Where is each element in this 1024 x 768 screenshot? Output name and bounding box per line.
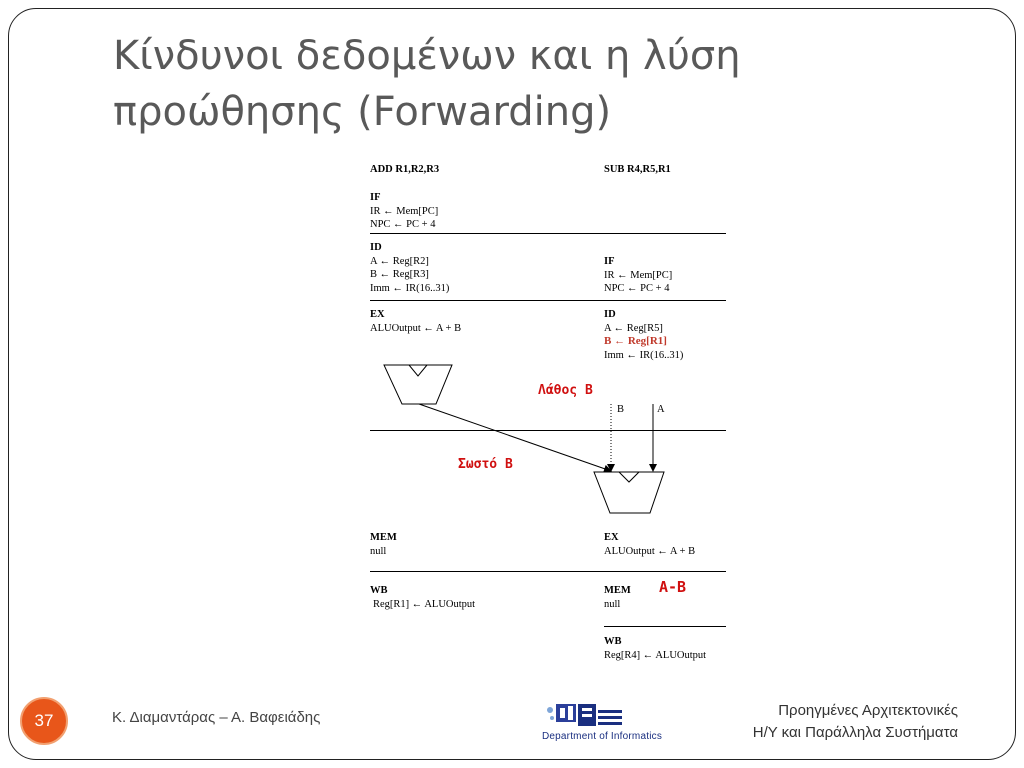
correct-b-annotation: Σωστό B bbox=[458, 457, 513, 472]
sub-wb-line-1: Reg[R4] ← ALUOutput bbox=[604, 649, 707, 661]
sub-mem-block bbox=[604, 584, 631, 611]
sub-if-line-2: NPC ← PC + 4 bbox=[604, 283, 670, 294]
sub-ex-block bbox=[604, 531, 695, 558]
footer-course bbox=[753, 700, 958, 744]
add-ex-line-1: ALUOutput ← A + B bbox=[370, 322, 462, 334]
add-if-block bbox=[370, 191, 438, 232]
sub-wb-block bbox=[604, 635, 706, 662]
sub-instruction-header: SUB R4,R5,R1 bbox=[604, 164, 671, 175]
sub-id-line-1: A ← Reg[R5] bbox=[604, 322, 663, 334]
sub-id-block bbox=[604, 308, 683, 362]
sub-ex-line-1: ALUOutput ← A + B bbox=[604, 545, 696, 557]
add-if-line-2: NPC ← PC + 4 bbox=[370, 219, 436, 230]
slide-number-badge: 37 bbox=[20, 697, 68, 745]
a-minus-b-annotation: A-B bbox=[659, 578, 687, 596]
title-line-2: προώθησης (Forwarding) bbox=[113, 89, 612, 135]
add-mem-block bbox=[370, 531, 397, 558]
footer-course-line-1: Προηγμένες Αρχιτεκτονικές bbox=[778, 702, 958, 719]
add-ex-block bbox=[370, 308, 461, 335]
department-logo bbox=[526, 700, 678, 744]
department-logo-icon bbox=[526, 700, 678, 732]
sub-id-line-2-highlighted: B ← Reg[R1] bbox=[604, 335, 667, 347]
alu-sub-icon bbox=[594, 472, 664, 513]
footer-course-line-2: Η/Υ και Παράλληλα Συστήματα bbox=[752, 724, 958, 741]
slide-title bbox=[113, 28, 913, 140]
port-a-label: A bbox=[657, 404, 665, 415]
add-id-line-2: B ← Reg[R3] bbox=[370, 269, 429, 280]
sub-if-block bbox=[604, 255, 672, 296]
alu-add-icon bbox=[384, 365, 452, 404]
add-id-line-3: Imm ← IR(16..31) bbox=[370, 282, 450, 294]
forwarding-arrow bbox=[419, 404, 611, 471]
stage-divider bbox=[604, 626, 726, 627]
sub-mem-line-1: null bbox=[604, 598, 621, 610]
stage-divider bbox=[370, 300, 726, 301]
add-mem-line-1: null bbox=[370, 545, 387, 557]
sub-if-line-1: IR ← Mem[PC] bbox=[604, 269, 673, 281]
sub-if-label: IF bbox=[604, 256, 615, 267]
port-b-label: B bbox=[617, 404, 625, 415]
add-if-label: IF bbox=[370, 192, 381, 203]
add-ex-label: EX bbox=[370, 309, 385, 320]
add-id-line-1: A ← Reg[R2] bbox=[370, 255, 429, 267]
add-id-label: ID bbox=[370, 242, 382, 253]
add-if-line-1: IR ← Mem[PC] bbox=[370, 205, 439, 217]
stage-divider bbox=[370, 571, 726, 572]
add-instruction-header: ADD R1,R2,R3 bbox=[370, 164, 440, 175]
wrong-b-annotation: Λάθος B bbox=[538, 383, 593, 398]
pipeline-diagram bbox=[366, 160, 728, 670]
add-id-block bbox=[370, 241, 449, 295]
add-wb-label: WB bbox=[370, 585, 388, 596]
sub-mem-label: MEM bbox=[604, 585, 631, 596]
sub-id-line-3: Imm ← IR(16..31) bbox=[604, 349, 684, 361]
add-wb-block bbox=[370, 584, 475, 611]
title-line-1: Κίνδυνοι δεδομένων και η λύση bbox=[113, 33, 741, 79]
add-mem-label: MEM bbox=[370, 532, 397, 543]
add-wb-line-1: Reg[R1] ← ALUOutput bbox=[373, 598, 476, 610]
sub-wb-label: WB bbox=[604, 636, 622, 647]
stage-divider bbox=[370, 233, 726, 234]
sub-ex-label: EX bbox=[604, 532, 619, 543]
stage-divider bbox=[370, 430, 726, 431]
sub-id-label: ID bbox=[604, 309, 616, 320]
logo-text: Department of Informatics bbox=[541, 731, 663, 742]
footer-authors: Κ. Διαμαντάρας – Α. Βαφειάδης bbox=[112, 709, 321, 726]
